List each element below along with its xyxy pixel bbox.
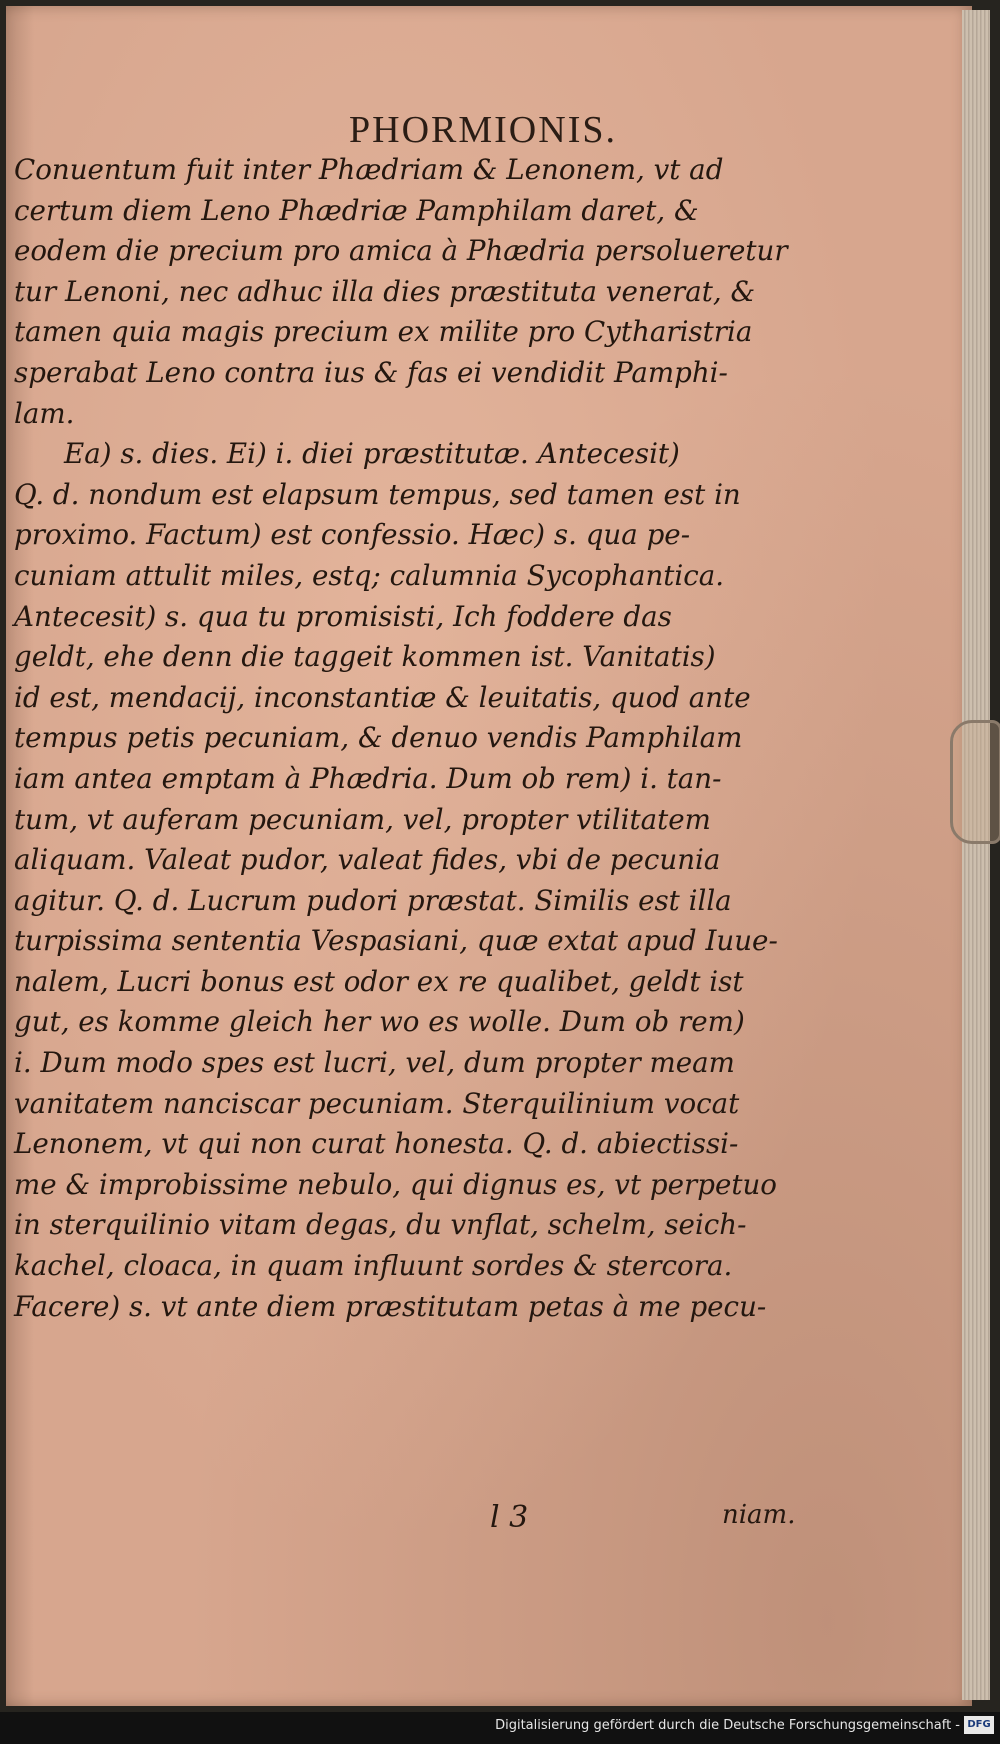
text-line: geldt, ehe denn die taggeit kommen ist. Vanitatis) (14, 640, 716, 674)
text-line: lam. (14, 396, 75, 430)
text-line: Facere) s. vt ante diem præstitutam petas à me pecu- (14, 1289, 767, 1323)
text-line: Conuentum fuit inter Phædriam & Lenonem, vt ad (14, 153, 724, 186)
text-line: aliquam. Valeat pudor, valeat fides, vbi de pecunia (14, 843, 721, 877)
text-line: Q. d. nondum est elapsum tempus, sed tamen est in (14, 477, 741, 511)
signature-mark: l 3 (490, 1500, 529, 1535)
text-line: eodem die precium pro amica à Phædria persolueretur (14, 234, 788, 268)
text-line: Antecesit) s. qua tu promisisti, Ich foddere das (14, 599, 672, 633)
book-clasp (950, 720, 1000, 844)
text-line: cuniam attulit miles, estq; calumnia Sycophantica. (14, 558, 725, 592)
text-line: certum diem Leno Phædriæ Pamphilam daret, & (14, 193, 699, 227)
text-line: kachel, cloaca, in quam influunt sordes & stercora. (14, 1249, 733, 1283)
body-text (14, 150, 934, 1327)
running-title: PHORMIONIS. (349, 109, 617, 151)
funding-notice: Digitalisierung gefördert durch die Deutsche Forschungsgemeinschaft - (495, 1718, 960, 1733)
text-line: Ea) s. dies. Ei) i. diei præstitutæ. Antecesit) (64, 437, 680, 471)
text-line: i. Dum modo spes est lucri, vel, dum propter meam (14, 1046, 735, 1080)
text-line: nalem, Lucri bonus est odor ex re qualibet, geldt ist (14, 964, 744, 998)
text-line: id est, mendacij, inconstantiæ & leuitatis, quod ante (14, 680, 751, 714)
dfg-logo: DFG (964, 1716, 994, 1734)
text-line: in sterquilinio vitam degas, du vnflat, schelm, seich- (14, 1208, 747, 1242)
text-line: me & improbissime nebulo, qui dignus es, vt perpetuo (14, 1167, 777, 1201)
catchword: niam. (722, 1500, 796, 1530)
text-line: tur Lenoni, nec adhuc illa dies præstituta venerat, & (14, 274, 756, 308)
text-line: proximo. Factum) est confessio. Hæc) s. qua pe- (14, 518, 691, 552)
text-line: Lenonem, vt qui non curat honesta. Q. d. abiectissi- (14, 1127, 739, 1161)
text-line: iam antea emptam à Phædria. Dum ob rem) i. tan- (14, 761, 722, 795)
text-line: tum, vt auferam pecuniam, vel, propter vtilitatem (14, 802, 711, 836)
page-edges (962, 10, 990, 1700)
text-line: gut, es komme gleich her wo es wolle. Dum ob rem) (14, 1005, 745, 1039)
text-line: turpissima sententia Vespasiani, quæ extat apud Iuue- (14, 924, 778, 958)
text-line: sperabat Leno contra ius & fas ei vendidit Pamphi- (14, 355, 728, 389)
text-line: agitur. Q. d. Lucrum pudori præstat. Similis est illa (14, 883, 732, 917)
text-line: tempus petis pecuniam, & denuo vendis Pamphilam (14, 721, 743, 755)
text-line: vanitatem nanciscar pecuniam. Sterquilinium vocat (14, 1086, 740, 1120)
text-line: tamen quia magis precium ex milite pro Cytharistria (14, 315, 753, 349)
